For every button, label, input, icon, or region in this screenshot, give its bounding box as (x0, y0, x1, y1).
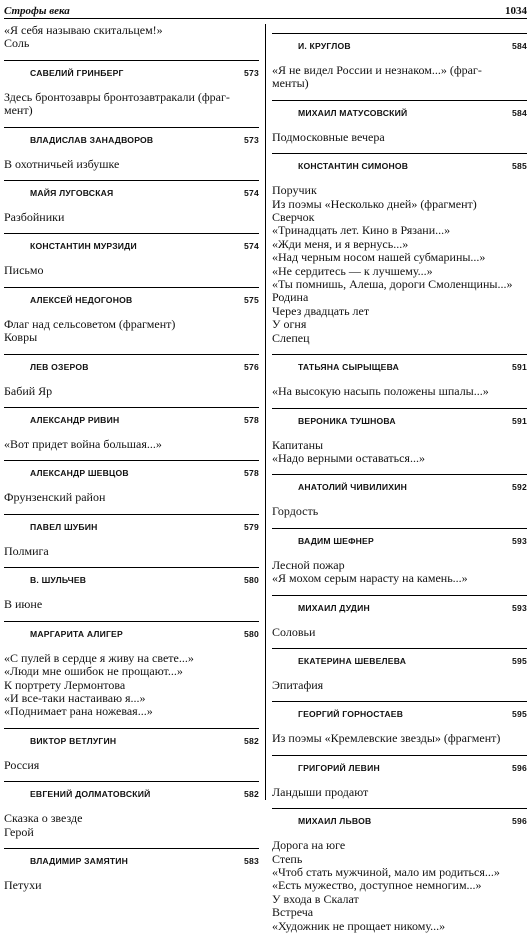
works-list (4, 652, 259, 719)
author-heading (4, 127, 259, 148)
work-title: «Есть мужество, доступное немногим...» (272, 878, 482, 893)
works-list (4, 438, 259, 451)
work-title: «Я себя называю скитальцем!» (4, 23, 163, 37)
author-heading (272, 33, 527, 54)
author-heading (4, 180, 259, 201)
work-title: Россия (4, 757, 40, 772)
author-name: МИХАИЛ ЛЬВОВ (298, 816, 372, 827)
author-heading (272, 528, 527, 549)
author-page-number: 573 (244, 67, 259, 78)
author-page-number: 593 (512, 535, 527, 546)
works-list (4, 385, 259, 398)
running-head (4, 2, 527, 19)
author-heading (4, 460, 259, 481)
author-name: САВЕЛИЙ ГРИНБЕРГ (30, 67, 124, 78)
works-list (4, 759, 259, 772)
author-page-number: 576 (244, 361, 259, 372)
author-name: ВЕРОНИКА ТУШНОВА (298, 415, 396, 426)
work-title: Сверчок (272, 210, 315, 225)
author-page-number: 584 (512, 41, 527, 51)
author-name: МАРГАРИТА АЛИГЕР (30, 628, 123, 639)
author-heading (4, 728, 259, 749)
author-name: В. ШУЛЬЧЕВ (30, 575, 87, 586)
running-head-title: Строфы века (4, 5, 70, 17)
work-title: «С пулей в сердце я живу на свете...» (4, 650, 194, 665)
author-name: АЛЕКСЕЙ НЕДОГОНОВ (30, 294, 133, 305)
works-list (4, 211, 259, 224)
author-name: ТАТЬЯНА СЫРЫЩЕВА (298, 362, 399, 373)
works-list (272, 64, 527, 91)
column-divider (265, 24, 266, 800)
author-heading (4, 407, 259, 428)
author-name: ЕКАТЕРИНА ШЕВЕЛЕВА (298, 655, 407, 666)
work-title: Соль (4, 36, 30, 51)
work-title: Эпитафия (272, 677, 324, 692)
author-heading (272, 701, 527, 722)
work-title: Ковры (4, 330, 38, 345)
work-title: Из поэмы «Несколько дней» (фрагмент) (272, 196, 477, 211)
work-title: Лесной пожар (272, 557, 345, 572)
continued-works (4, 24, 259, 51)
author-page-number: 582 (244, 789, 259, 800)
works-list (272, 626, 527, 639)
author-page-number: 583 (244, 855, 259, 866)
author-page-number: 579 (244, 521, 259, 532)
work-title: Дорога на юге (272, 838, 346, 853)
works-list (4, 598, 259, 611)
work-title: Ландыши продают (272, 784, 369, 799)
work-title: Разбойники (4, 210, 65, 225)
author-heading (272, 808, 527, 829)
work-title: Фрунзенский район (4, 490, 106, 505)
works-list (4, 545, 259, 558)
works-list (272, 559, 527, 586)
author-page-number: 578 (244, 468, 259, 479)
works-list (4, 318, 259, 345)
author-name: ГЕОРГИЙ ГОРНОСТАЕВ (298, 709, 404, 720)
author-page-number: 596 (512, 816, 527, 827)
author-name: ВЛАДИСЛАВ ЗАНАДВОРОВ (30, 134, 154, 145)
work-title: «На высокую насыпь положены шпалы...» (272, 384, 489, 399)
work-title: Полмига (4, 543, 49, 558)
author-name: АЛЕКСАНДР ШЕВЦОВ (30, 468, 129, 479)
author-heading (4, 848, 259, 869)
author-heading (272, 354, 527, 375)
works-list (272, 839, 527, 933)
author-page-number: 582 (244, 735, 259, 746)
author-page-number: 592 (512, 482, 527, 493)
work-title: Герой (4, 824, 34, 839)
author-heading (4, 567, 259, 588)
author-name: ВАДИМ ШЕФНЕР (298, 535, 374, 546)
works-list (4, 91, 259, 118)
works-list (272, 385, 527, 398)
work-title: «Художник не прощает никому...» (272, 918, 446, 933)
author-name: ВЛАДИМИР ЗАМЯТИН (30, 855, 129, 866)
work-title: «Жди меня, и я вернусь...» (272, 236, 409, 251)
work-title: «Я не видел России и незнаком...» (фраг- менты) (272, 63, 482, 91)
work-title: У огня (272, 317, 307, 332)
author-page-number: 580 (244, 575, 259, 586)
author-heading (4, 781, 259, 802)
work-title: «Поднимает рана ножевая...» (4, 704, 153, 719)
author-name: ЕВГЕНИЙ ДОЛМАТОВСКИЙ (30, 789, 151, 800)
work-title: В охотничьей избушке (4, 156, 120, 171)
work-title: Петухи (4, 877, 42, 892)
works-list (272, 786, 527, 799)
work-title: Степь (272, 851, 303, 866)
works-list (272, 732, 527, 745)
author-heading (4, 354, 259, 375)
work-title: Родина (272, 290, 309, 305)
author-page-number: 596 (512, 762, 527, 773)
works-list (4, 158, 259, 171)
works-list (4, 812, 259, 839)
author-name: ПАВЕЛ ШУБИН (30, 521, 98, 532)
work-title: Слепец (272, 330, 310, 345)
work-title: Через двадцать лет (272, 303, 370, 318)
author-page-number: 575 (244, 294, 259, 305)
author-page-number: 595 (512, 709, 527, 720)
work-title: «Над черным носом нашей субмарины...» (272, 250, 486, 265)
author-name: ГРИГОРИЙ ЛЕВИН (298, 762, 380, 773)
right-column (272, 24, 527, 933)
author-heading (272, 408, 527, 429)
work-title: «Люди мне ошибок не прощают...» (4, 664, 183, 679)
work-title: У входа в Скалат (272, 891, 359, 906)
left-column (4, 24, 259, 892)
author-name: АЛЕКСАНДР РИВИН (30, 415, 120, 426)
author-heading (4, 233, 259, 254)
work-title: Флаг над сельсоветом (фрагмент) (4, 316, 176, 331)
work-title: «Чтоб стать мужчиной, мало им родиться...» (272, 864, 500, 879)
author-heading (272, 100, 527, 121)
author-page-number: 585 (512, 161, 527, 172)
author-heading (4, 60, 259, 81)
work-title: Письмо (4, 263, 44, 278)
work-title: «Ты помнишь, Алеша, дороги Смоленщины...» (272, 277, 513, 292)
author-name: МИХАИЛ МАТУСОВСКИЙ (298, 107, 408, 118)
work-title: Соловьи (272, 624, 316, 639)
author-page-number: 574 (244, 188, 259, 199)
author-page-number: 591 (512, 362, 527, 373)
work-title: «Вот придет война большая...» (4, 437, 162, 452)
author-name: КОНСТАНТИН СИМОНОВ (298, 161, 409, 172)
works-list (272, 131, 527, 144)
author-page-number: 578 (244, 415, 259, 426)
work-title: К портрету Лермонтова (4, 677, 126, 692)
author-heading (4, 287, 259, 308)
author-page-number: 593 (512, 602, 527, 613)
author-page-number: 591 (512, 415, 527, 426)
author-page-number: 595 (512, 655, 527, 666)
author-page-number: 584 (512, 107, 527, 118)
works-list (4, 879, 259, 892)
work-title: Гордость (272, 504, 319, 519)
work-title: «И все-таки настаиваю я...» (4, 690, 146, 705)
author-name: ВИКТОР ВЕТЛУГИН (30, 735, 117, 746)
running-head-page-number: 1034 (505, 5, 527, 17)
work-title: Поручик (272, 183, 317, 198)
work-title: «Надо верными оставаться...» (272, 450, 425, 465)
work-title: Здесь бронтозавры бронтозавтракали (фраг- мент) (4, 89, 230, 118)
author-page-number: 580 (244, 628, 259, 639)
author-name: ЛЕВ ОЗЕРОВ (30, 361, 89, 372)
work-title: Встреча (272, 905, 314, 920)
works-list (4, 264, 259, 277)
author-page-number: 573 (244, 134, 259, 145)
author-heading (272, 595, 527, 616)
works-list (4, 491, 259, 504)
author-name: МАЙЯ ЛУГОВСКАЯ (30, 188, 114, 199)
author-name: МИХАИЛ ДУДИН (298, 602, 370, 613)
author-page-number: 574 (244, 241, 259, 252)
author-heading (272, 474, 527, 495)
works-list (272, 505, 527, 518)
author-name: КОНСТАНТИН МУРЗИДИ (30, 241, 137, 252)
work-title: Капитаны (272, 437, 324, 452)
work-title: «Тринадцать лет. Кино в Рязани...» (272, 223, 451, 238)
work-title: Бабий Яр (4, 383, 53, 398)
work-title: В июне (4, 597, 43, 612)
author-heading (272, 648, 527, 669)
author-heading (272, 755, 527, 776)
author-name: И. КРУГЛОВ (298, 41, 351, 51)
works-list (272, 184, 527, 345)
work-title: Подмосковные вечера (272, 129, 385, 144)
work-title: Сказка о звезде (4, 811, 83, 826)
works-list (272, 439, 527, 466)
works-list (272, 679, 527, 692)
author-heading (4, 621, 259, 642)
work-title: «Я мохом серым нарасту на камень...» (272, 571, 468, 586)
work-title: Из поэмы «Кремлевские звезды» (фрагмент) (272, 731, 501, 746)
author-heading (4, 514, 259, 535)
work-title: «Не сердитесь — к лучшему...» (272, 263, 433, 278)
author-heading (272, 153, 527, 174)
author-name: АНАТОЛИЙ ЧИВИЛИХИН (298, 482, 407, 493)
